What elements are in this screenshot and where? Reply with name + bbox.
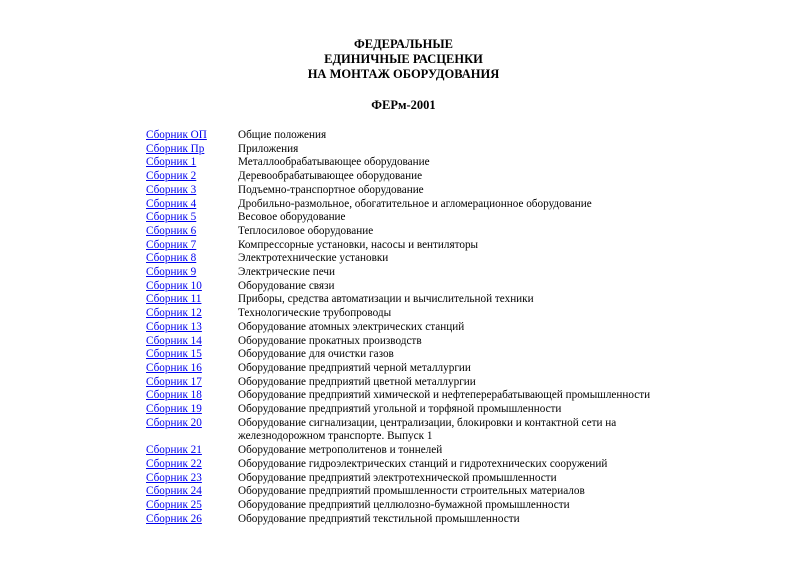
toc-code-cell [146,293,238,307]
toc-code-cell [146,307,238,321]
toc-link[interactable]: Сборник 14 [146,334,202,347]
toc-title: Дробильно-размольное, обогатительное и агломерационное оборудование [238,197,592,210]
toc-row [146,280,686,294]
toc-link[interactable]: Сборник 24 [146,485,202,498]
toc-title: Приложения [238,142,299,155]
toc-row [146,472,686,486]
toc-row [146,239,686,253]
toc-code-cell [146,266,238,280]
toc-code-cell [146,156,238,170]
toc-row [146,444,686,458]
toc-row [146,485,686,499]
toc-row [146,129,686,143]
toc-title: Оборудование предприятий химической и нефтеперерабатывающей промышленности [238,389,651,402]
toc-title: Электрические печи [238,266,335,279]
toc-row [146,156,686,170]
toc-link[interactable]: Сборник 11 [146,293,202,306]
toc-code-cell [146,170,238,184]
toc-code-cell [146,239,238,253]
toc-title: Оборудование сигнализации, централизации, блокировки и контактной сети на железнодорожном транспорте. Выпуск 1 [238,416,617,443]
toc-link[interactable]: Сборник 22 [146,457,202,470]
toc-row [146,293,686,307]
toc-link[interactable]: Сборник 20 [146,416,202,429]
toc-link[interactable]: Сборник 10 [146,279,202,292]
toc-link[interactable]: Сборник 1 [146,156,197,169]
toc-row [146,376,686,390]
toc-code-cell [146,362,238,376]
toc-title: Металлообрабатывающее оборудование [238,156,430,169]
toc-title: Оборудование для очистки газов [238,348,394,361]
toc-link[interactable]: Сборник 6 [146,224,197,237]
toc-title: Оборудование связи [238,279,335,292]
toc-link[interactable]: Сборник 2 [146,170,197,183]
toc-title: Оборудование предприятий текстильной промышленности [238,512,520,525]
toc-row [146,458,686,472]
toc-link[interactable]: Сборник 13 [146,320,202,333]
toc-row [146,170,686,184]
toc-code-cell [146,499,238,513]
toc-code-cell [146,444,238,458]
toc-code-cell [146,211,238,225]
toc-code-cell [146,280,238,294]
toc-title: Оборудование гидроэлектрических станций и гидротехнических сооружений [238,457,608,470]
toc-title: Оборудование атомных электрических станций [238,320,465,333]
toc-row [146,513,686,527]
toc-title: Оборудование предприятий промышленности строительных материалов [238,485,585,498]
toc-code-cell [146,198,238,212]
table-of-contents [146,129,686,526]
toc-row [146,389,686,403]
toc-link[interactable]: Сборник ОП [146,129,207,141]
toc-title: Оборудование предприятий целлюлозно-бумажной промышленности [238,498,570,511]
toc-link[interactable]: Сборник 16 [146,361,202,374]
toc-code-cell [146,472,238,486]
toc-title: Теплосиловое оборудование [238,224,374,237]
toc-title: Оборудование предприятий электротехнической промышленности [238,471,557,484]
toc-row [146,143,686,157]
toc-title: Подъемно-транспортное оборудование [238,183,424,196]
toc-link[interactable]: Сборник 25 [146,498,202,511]
toc-row [146,499,686,513]
toc-link[interactable]: Сборник 19 [146,403,202,416]
toc-link[interactable]: Сборник 9 [146,266,197,279]
toc-title: Деревообрабатывающее оборудование [238,170,423,183]
toc-title: Общие положения [238,129,327,141]
toc-row [146,335,686,349]
toc-link[interactable]: Сборник 23 [146,471,202,484]
toc-code-cell [146,184,238,198]
toc-row [146,403,686,417]
toc-link[interactable]: Сборник 18 [146,389,202,402]
toc-link[interactable]: Сборник 15 [146,348,202,361]
toc-title: Оборудование предприятий черной металлургии [238,361,471,374]
toc-code-cell [146,417,238,431]
toc-title: Компрессорные установки, насосы и вентиляторы [238,238,479,251]
document-code: ФЕРм-2001 [371,98,436,112]
toc-title: Весовое оборудование [238,211,346,224]
toc-code-cell [146,225,238,239]
toc-code-cell [146,403,238,417]
toc-title: Электротехнические установки [238,252,389,265]
toc-row [146,211,686,225]
toc-code-cell [146,143,238,157]
toc-row [146,266,686,280]
toc-code-cell [146,335,238,349]
title-line-3: НА МОНТАЖ ОБОРУДОВАНИЯ [307,67,500,81]
toc-code-cell [146,458,238,472]
toc-link[interactable]: Сборник Пр [146,142,205,155]
toc-code-cell [146,485,238,499]
toc-code-cell [146,252,238,266]
toc-title: Приборы, средства автоматизации и вычислительной техники [238,293,534,306]
toc-row [146,225,686,239]
page-title [0,37,807,82]
toc-code-cell [146,321,238,335]
toc-link[interactable]: Сборник 5 [146,211,197,224]
toc-row [146,348,686,362]
toc-row [146,321,686,335]
toc-code-cell [146,348,238,362]
toc-link[interactable]: Сборник 3 [146,183,197,196]
toc-link[interactable]: Сборник 7 [146,238,197,251]
toc-code-cell [146,513,238,527]
toc-row [146,184,686,198]
toc-title: Оборудование предприятий цветной металлургии [238,375,476,388]
toc-link[interactable]: Сборник 12 [146,307,202,320]
title-line-2: ЕДИНИЧНЫЕ РАСЦЕНКИ [324,52,483,66]
toc-link[interactable]: Сборник 8 [146,252,197,265]
toc-link[interactable]: Сборник 21 [146,444,202,457]
toc-code-cell [146,389,238,403]
title-line-1: ФЕДЕРАЛЬНЫЕ [354,37,453,51]
toc-row [146,252,686,266]
toc-code-cell [146,376,238,390]
toc-title: Оборудование метрополитенов и тоннелей [238,444,443,457]
toc-row [146,417,686,444]
toc-link[interactable]: Сборник 17 [146,375,202,388]
toc-row [146,307,686,321]
toc-title: Технологические трубопроводы [238,307,392,320]
toc-link[interactable]: Сборник 4 [146,197,197,210]
toc-code-cell [146,129,238,143]
toc-row [146,362,686,376]
toc-title: Оборудование предприятий угольной и торфяной промышленности [238,403,562,416]
toc-link[interactable]: Сборник 26 [146,512,202,525]
toc-row [146,198,686,212]
toc-title: Оборудование прокатных производств [238,334,422,347]
